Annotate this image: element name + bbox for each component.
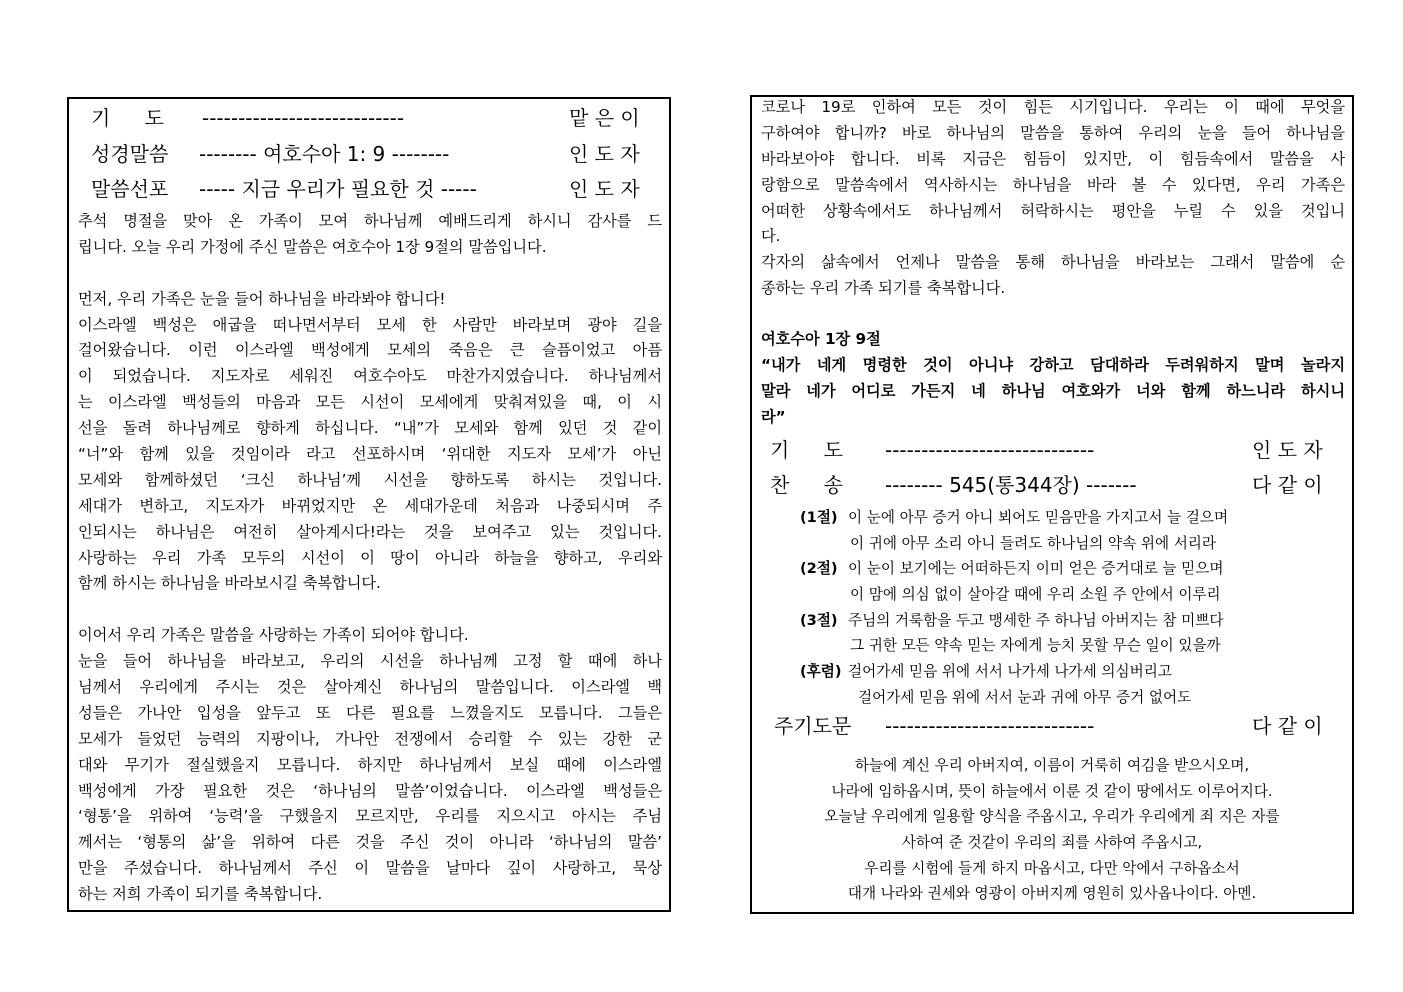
header-row-sermon [69, 172, 669, 206]
header-label: 주기도문 [774, 714, 852, 738]
header-label: 기 도 [91, 106, 164, 130]
hymn-line [752, 608, 1352, 634]
prayer-line: 대개 나라와 권세와 영광이 아버지께 영원히 있사옵나이다. 아멘. [847, 885, 1257, 903]
left-page [67, 97, 671, 912]
prayer-line: 우리를 시험에 들게 하지 마옵시고, 다만 악에서 구하옵소서 [864, 859, 1240, 877]
text-line: 성들은 가나안 입성을 앞두고 또 다른 필요를 느꼈을지도 모릅니다. 그들은 [78, 703, 662, 722]
header-role: 인 도 자 [569, 177, 640, 201]
header-label: 성경말씀 [91, 142, 169, 166]
prayer-line: 오늘날 우리에게 일용할 양식을 주옵시고, 우리가 우리에게 죄 지은 자를 [824, 808, 1280, 826]
sermon-body [78, 209, 662, 908]
header-middle: -------- 여호수아 1: 9 -------- [199, 142, 450, 166]
hymn-line [752, 556, 1352, 582]
text-line: 이 되었습니다. 지도자로 세워진 여호수아도 마찬가지였습니다. 하나님께서 [78, 367, 662, 386]
text-line: 만을 주셨습니다. 하나님께서 주신 이 말씀을 날마다 깊이 사랑하고, 묵상 [78, 859, 662, 878]
text-line: 이어서 우리 가족은 말씀을 사랑하는 가족이 되어야 합니다. [78, 626, 469, 645]
right-page [750, 95, 1354, 914]
header-middle: -------- 545(통344장) ------- [885, 473, 1137, 497]
text-line: 모세가 들었던 능력의 지팡이나, 가나안 전쟁에서 승리할 수 있는 강한 군 [78, 729, 662, 748]
hymn-line [752, 633, 1352, 659]
prayer-line: 사하여 준 것같이 우리의 죄를 사하여 주옵시고, [901, 834, 1203, 852]
lyric-text: 이 귀에 아무 소리 아니 들려도 하나님의 약속 위에 서리라 [850, 534, 1216, 552]
header-row-prayer [69, 101, 669, 135]
header-label: 찬 송 [770, 473, 843, 497]
verse-label: (2절) [800, 560, 838, 578]
text-line: 이스라엘 백성은 애굽을 떠나면서부터 모세 한 사람만 바라보며 광야 길을 [78, 315, 662, 334]
hymn-line [752, 582, 1352, 608]
text-line: 인되시는 하나님은 여전히 살아계시다!라는 것을 보여주고 있는 것입니다. [78, 522, 662, 541]
text-line: 모세와 함께하셨던 ‘크신 하나님’께 시선을 향하도록 하시는 것입니다. [78, 470, 662, 489]
prayer-line: 하늘에 계신 우리 아버지여, 이름이 거룩히 여김을 받으시오며, [854, 757, 1250, 774]
text-line: 걸어왔습니다. 이런 이스라엘 백성에게 모세의 죽음은 큰 슬픔이었고 아픔 [78, 341, 662, 360]
text-line: 각자의 삶속에서 언제나 말씀을 통해 하나님을 바라보는 그래서 말씀에 순 [761, 253, 1345, 272]
header-middle: ----- 지금 우리가 필요한 것 ----- [199, 177, 477, 201]
text-line [78, 597, 662, 623]
text-line: 백성에게 가장 필요한 것은 ‘하나님의 말씀’이었습니다. 이스라엘 백성들은 [78, 781, 662, 800]
text-line: 어떠한 상황속에서도 하나님께서 허락하시는 평안을 누릴 수 있을 것입니 [761, 201, 1345, 220]
lyric-text: 그 귀한 모든 약속 믿는 자에게 능치 못할 무슨 일이 있을까 [850, 637, 1221, 655]
header-label: 말씀선포 [91, 177, 169, 201]
text-line: 는 이스라엘 백성들의 마음과 모든 시선이 모세에게 맞춰져있을 때, 이 시 [78, 393, 662, 412]
text-line: 립니다. 오늘 우리 가정에 주신 말씀은 여호수아 1장 9절의 말씀입니다. [78, 237, 547, 256]
text-line: “너”와 함께 있을 것임이라 라고 선포하시며 ‘위대한 지도자 모세’가 아닌 [78, 445, 662, 464]
text-line: 선을 돌려 하나님께로 향하게 하십니다. “내”가 모세와 함께 있던 것 같이 [78, 419, 662, 438]
hymn-line [752, 531, 1352, 557]
verse-line: 라” [761, 407, 786, 426]
sermon-body-continued [761, 95, 1345, 328]
text-line [761, 302, 1345, 328]
lyric-text: 걸어가세 믿음 위에 서서 눈과 귀에 아무 증거 없어도 [858, 688, 1192, 706]
lyric-text: 걸어가세 믿음 위에 서서 나가세 나가세 의심버리고 [848, 663, 1172, 681]
hymn-line [752, 505, 1352, 531]
hymn-lyrics [752, 505, 1352, 711]
lyric-text: 이 눈에 아무 증거 아니 뵈어도 믿음만을 가지고서 늘 걸으며 [848, 509, 1229, 526]
text-line: 종하는 우리 가족 되기를 축복합니다. [761, 279, 1006, 298]
text-line: 코로나 19로 인하여 모든 것이 힘든 시기입니다. 우리는 이 때에 무엇을 [761, 98, 1345, 116]
text-line: 랑함으로 말씀속에서 역사하시는 하나님을 바라 볼 수 있다면, 우리 가족은 [761, 175, 1345, 194]
header-row-lords-prayer [752, 709, 1352, 743]
header-dashes: ----------------------------- [885, 438, 1095, 462]
verse-line: “내가 네게 명령한 것이 아니냐 강하고 담대하라 두려워하지 말며 놀라지 [761, 355, 1345, 374]
header-row-hymn [752, 468, 1352, 502]
hymn-line [752, 685, 1352, 711]
text-line [78, 261, 662, 287]
lyric-text: 이 눈이 보기에는 어떠하든지 이미 얻은 증거대로 늘 믿으며 [848, 560, 1224, 578]
hymn-line [752, 659, 1352, 685]
header-role: 인 도 자 [1252, 438, 1323, 462]
text-line: 님께서 우리에게 주시는 것은 살아계신 하나님의 말씀입니다. 이스라엘 백 [78, 678, 662, 697]
verse-line: 말라 네가 어디로 가든지 네 하나님 여호와가 너와 함께 하느니라 하시니 [761, 381, 1345, 400]
prayer-line: 나라에 임하옵시며, 뜻이 하늘에서 이룬 것 같이 땅에서도 이루어지다. [831, 782, 1273, 800]
header-dashes: ---------------------------- [202, 106, 405, 130]
header-role: 맡 은 이 [569, 106, 640, 130]
verse-label: (1절) [800, 509, 838, 526]
header-dashes: ----------------------------- [885, 714, 1095, 738]
lyric-text: 이 맘에 의심 없이 살아갈 때에 우리 소원 주 안에서 이루리 [850, 586, 1221, 604]
text-line: 하는 저희 가족이 되기를 축복합니다. [78, 885, 323, 904]
header-row-scripture [69, 137, 669, 171]
text-line: 추석 명절을 맞아 온 가족이 모여 하나님께 예배드리게 하시니 감사를 드 [78, 212, 662, 230]
verse-reference: 여호수아 1장 9절 [761, 330, 881, 348]
header-role: 다 같 이 [1252, 473, 1323, 497]
text-line: 눈을 들어 하나님을 바라보고, 우리의 시선을 하나님께 고정 할 때에 하나 [78, 652, 662, 671]
header-role: 인 도 자 [569, 142, 640, 166]
text-line: 세대가 변하고, 지도자가 바뀌었지만 온 세대가운데 처음과 나중되시며 주 [78, 496, 662, 515]
text-line: 다. [761, 227, 781, 246]
text-line: 함께 하시는 하나님을 바라보시길 축복합니다. [78, 574, 381, 593]
header-row-prayer [752, 433, 1352, 467]
lyric-text: 주님의 거룩함을 두고 맹세한 주 하나님 아버지는 참 미쁘다 [848, 611, 1224, 629]
verse-block [761, 327, 1345, 431]
text-line: ‘형통’을 위하여 ‘능력’을 구했을지 모르지만, 우리를 지으시고 아시는 주님 [78, 807, 662, 826]
text-line: 구하여야 합니까? 바로 하나님의 말씀을 통하여 우리의 눈을 들어 하나님을 [761, 123, 1345, 142]
text-line: 바라보아야 합니다. 비록 지금은 힘듬이 있지만, 이 힘듬속에서 말씀을 사 [761, 149, 1345, 168]
text-line: 사랑하는 우리 가족 모두의 시선이 이 땅이 아니라 하늘을 향하고, 우리와 [78, 548, 662, 567]
text-line: 대와 무기가 절실했을지 모릅니다. 하지만 하나님께서 보실 때에 이스라엘 [78, 755, 662, 774]
text-line: 께서는 ‘형통의 삶’을 위하여 다른 것을 주신 것이 아니라 ‘하나님의 말씀’ [78, 833, 662, 852]
lords-prayer [752, 753, 1352, 907]
header-role: 다 같 이 [1252, 714, 1323, 738]
verse-label: (3절) [800, 611, 838, 629]
verse-label: (후렴) [800, 663, 842, 681]
header-label: 기 도 [770, 438, 843, 462]
text-line: 먼저, 우리 가족은 눈을 들어 하나님을 바라봐야 합니다! [78, 289, 446, 308]
